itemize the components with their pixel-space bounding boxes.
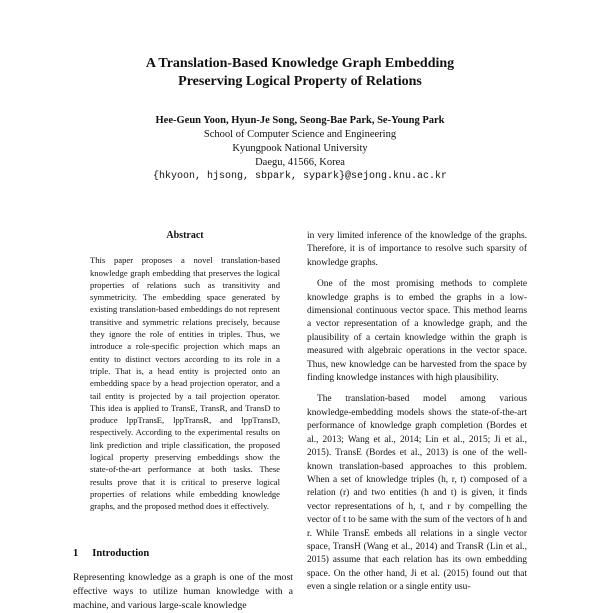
section-number: 1: [73, 548, 79, 559]
abstract-heading: Abstract: [166, 230, 204, 241]
section-heading-introduction: [73, 548, 163, 559]
abstract-section: [90, 230, 280, 513]
title-line-2: Preserving Logical Property of Relations: [178, 74, 422, 89]
right-paragraph-3: The translation-based model among various knowledge-embedding models shows the state-of-the-art performance of knowledge graph completion (Bordes et al., 2013; Wang et al., 2014; Lin et al., 2015; Ji et al., 2015). TransE (Bordes et al., 2013) is one of the well-known translation-based approaches to this problem. When a set of knowledge triples (h, r, t) composed of a relation (r) and two entities (h and t) is given, it finds vector representations of h, t, and r by compelling the vector of t to be same with the sum of the vectors of h and r. While TransE embeds all relations in a single vector space, TransH (Wang et al., 2014) and TransR (Lin et al., 2015) assume that each relation has its own embedding space. On the other hand, Ji et al. (2015) found out that even a single relation or a single entity usu-: [307, 394, 527, 593]
abstract-text: This paper proposes a novel translation-based knowledge graph embedding that preserves the logical properties of relations such as transitivity and symmetricity. The embedding space generated by existing translation-based embeddings do not represent transitive and symmetric relations precisely, because they ignore the role of entities in triples. Thus, we introduce a role-specific projection which maps an entity to distinct vectors according to its role in a triple. That is, a head entity is projected onto an embedding space by a head projection operator, and a tail entity is projected by a tail projection operator. This idea is applied to TransE, TransR, and TransD to produce lppTransE, lppTransR, and lppTransD, respectively. According to the experimental results on link prediction and triple classification, the proposed logical property preserving embeddings show the state-of-the-art performance at both tasks. These results prove that it is critical to preserve logical properties of relations while embedding knowledge graphs, and the proposed method does it effectively.: [90, 255, 280, 512]
right-paragraph-1: in very limited inference of the knowledge of the graphs. Therefore, it is of importance to resolve such sparsity of knowledge graphs.: [307, 231, 527, 268]
affiliation-line-1: School of Computer Science and Engineering: [203, 129, 397, 140]
paper-title: [0, 55, 600, 91]
author-block: [0, 114, 600, 184]
affiliation-line-2: Kyungpook National University: [232, 143, 368, 154]
right-column: [307, 230, 527, 603]
author-email: {hkyoon, hjsong, sbpark, sypark}@sejong.knu.ac.kr: [152, 171, 448, 182]
affiliation-line-3: Daegu, 41566, Korea: [255, 157, 345, 168]
right-paragraph-2: One of the most promising methods to complete knowledge graphs is to embed the graphs in a low-dimensional continuous vector space. This method learns a vector representation of a knowledge graph, and the plausibility of a certain knowledge within the graph is measured with algebraic operations in the vector space. Thus, new knowledge can be harvested from the space by finding knowledge instances with high plausibility.: [307, 279, 527, 384]
section-title: Introduction: [92, 548, 150, 559]
introduction-paragraph: Representing knowledge as a graph is one of the most effective ways to utilize human knowledge with a machine, and various large-scale knowledge: [73, 572, 293, 611]
author-names: Hee-Geun Yoon, Hyun-Je Song, Seong-Bae Park, Se-Young Park: [155, 115, 445, 126]
title-line-1: A Translation-Based Knowledge Graph Embedding: [145, 56, 455, 71]
